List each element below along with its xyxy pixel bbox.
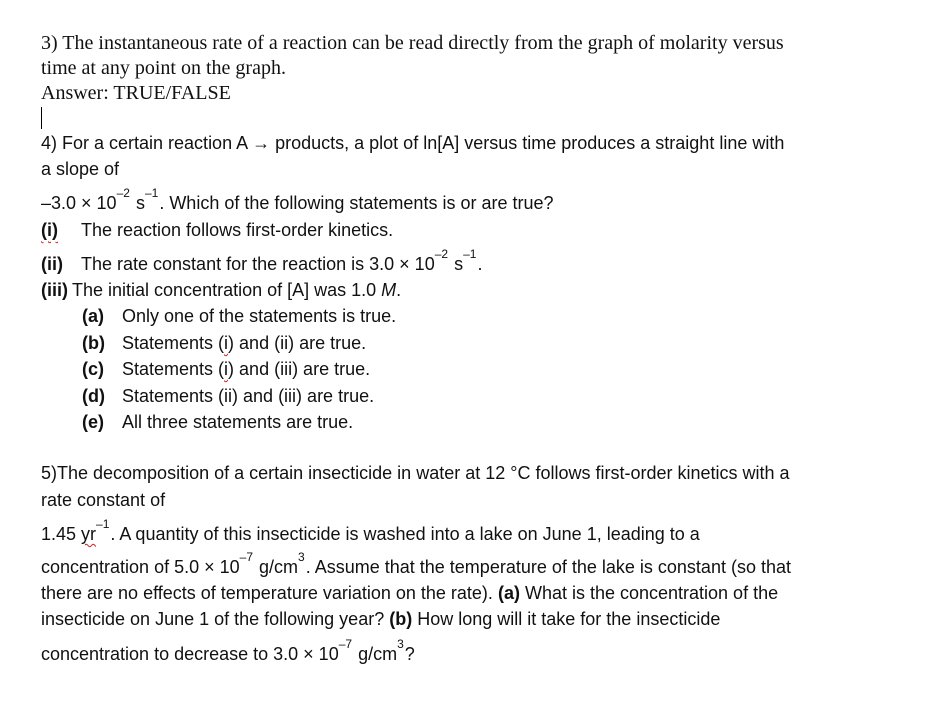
choice-text-post: ) and (ii) are true.: [228, 333, 367, 353]
q4-slope-base: –3.0 × 10: [41, 193, 117, 213]
q5-line-4: [41, 550, 791, 578]
q5-line-4-unit-exp: 3: [298, 550, 305, 564]
q4-statement-i: [41, 220, 393, 241]
statement-exp2: –1: [463, 247, 477, 261]
q4-slope-exp2: –1: [144, 186, 159, 200]
q5-part-b-label: (b): [389, 609, 413, 629]
statement-text: The initial concentration of [A] was 1.0: [72, 280, 382, 300]
statement-label: (i): [41, 220, 58, 240]
q5-rate-exp: –1: [96, 517, 110, 531]
statement-text: The reaction follows first-order kinetics.: [81, 220, 394, 240]
q4-statement-iii: [41, 280, 401, 301]
q4-slope-exp1: –2: [116, 186, 130, 200]
q5-line-4-exp: –7: [239, 550, 254, 564]
q5-line-5-rest: What is the concentration of the: [519, 583, 779, 603]
q5-line-6: [41, 609, 720, 630]
q5-line-4-post: . Assume that the temperature of the lake is constant (so that: [305, 557, 791, 577]
choice-text: Statements (ii) and (iii) are true.: [122, 386, 375, 406]
q5-line-7: [41, 637, 415, 665]
choice-roman: i: [224, 333, 229, 353]
q5-rate-value: 1.45: [41, 524, 82, 544]
choice-label: (a): [82, 306, 104, 326]
q3-line-1: 3) The instantaneous rate of a reaction can be read directly from the graph of molarity versus: [41, 32, 784, 54]
choice-b: [82, 333, 366, 354]
q5-line-7-post: ?: [404, 644, 415, 664]
choice-text-pre: Statements (: [122, 359, 225, 379]
q5-line-6-text: insecticide on June 1 of the following year?: [41, 609, 385, 629]
text-cursor: [41, 107, 42, 129]
choice-label: (c): [82, 359, 104, 379]
q3-line-2: time at any point on the graph.: [41, 57, 286, 79]
q5-line-1: 5)The decomposition of a certain insecticide in water at 12 °C follows first-order kinetics with a: [41, 463, 790, 483]
choice-label: (d): [82, 386, 105, 406]
q5-line-5: [41, 583, 778, 604]
q5-line-4-pre: concentration of 5.0 × 10: [41, 557, 240, 577]
statement-unit: M: [381, 280, 397, 300]
q5-line-7-unit-exp: 3: [397, 637, 404, 651]
q5-line-3-rest: . A quantity of this insecticide is washed into a lake on June 1, leading to a: [110, 524, 700, 544]
choice-c: [82, 359, 370, 380]
q4-line-1: 4) For a certain reaction A → products, a plot of ln[A] versus time produces a straight line with: [41, 133, 785, 153]
statement-end: .: [477, 254, 483, 274]
q4-slope-unit: s: [135, 193, 145, 213]
statement-exp1: –2: [434, 247, 449, 261]
q5-line-5-text: there are no effects of temperature variation on the rate).: [41, 583, 493, 603]
q4-question: . Which of the following statements is or are true?: [159, 193, 554, 213]
choice-text: All three statements are true.: [122, 412, 354, 432]
statement-text: The rate constant for the reaction is 3.0 × 10: [81, 254, 435, 274]
choice-text-pre: Statements (: [122, 333, 225, 353]
q5-line-7-unit: g/cm: [353, 644, 398, 664]
q5-part-a-label: (a): [497, 583, 520, 603]
choice-d: [82, 386, 374, 407]
q4-statement-ii: [41, 247, 483, 275]
q5-line-7-exp: –7: [338, 637, 353, 651]
q5-line-3: [41, 517, 700, 545]
choice-roman: i: [224, 359, 229, 379]
choice-label: (e): [82, 412, 104, 432]
q4-slope-line: [41, 186, 554, 214]
q3-answer: Answer: TRUE/FALSE: [41, 82, 231, 104]
statement-unit: s: [454, 254, 464, 274]
choice-text: Only one of the statements is true.: [122, 306, 397, 326]
q4-line-2: a slope of: [41, 159, 120, 179]
q5-line-7-pre: concentration to decrease to 3.0 × 10: [41, 644, 339, 664]
q5-line-2: rate constant of: [41, 490, 166, 510]
statement-label: (ii): [41, 254, 63, 274]
statement-end: .: [396, 280, 402, 300]
q5-line-6-rest: How long will it take for the insecticide: [412, 609, 721, 629]
q5-line-4-unit: g/cm: [254, 557, 299, 577]
choice-a: [82, 306, 396, 327]
q5-rate-unit: yr: [81, 524, 97, 544]
statement-label: (iii): [41, 280, 68, 300]
choice-e: [82, 412, 353, 433]
choice-text-post: ) and (iii) are true.: [228, 359, 371, 379]
choice-label: (b): [82, 333, 105, 353]
